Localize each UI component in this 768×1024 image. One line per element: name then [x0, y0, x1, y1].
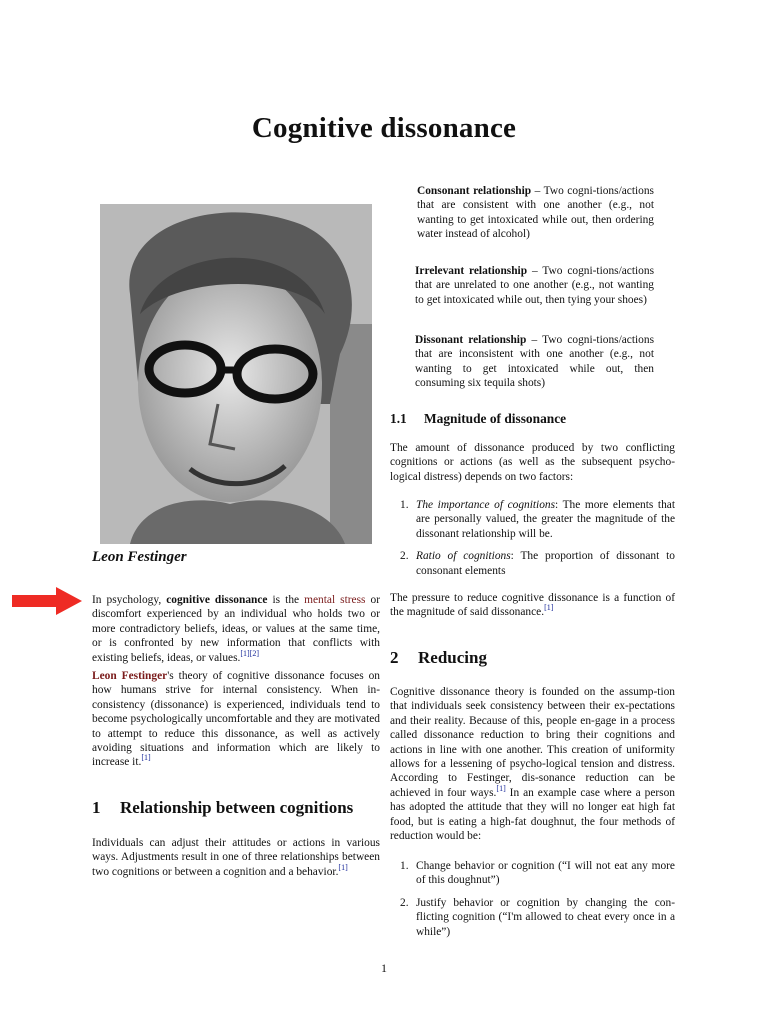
photo-caption: Leon Festinger	[92, 549, 187, 565]
reduction-methods-list	[390, 859, 675, 947]
red-arrow-icon	[12, 587, 82, 615]
subsection-1-1-heading: 1.1 Magnitude of dissonance	[390, 411, 567, 426]
intro-paragraph: In psychology, cognitive dissonance is the mental stress or discomfort experienced by an individual who holds two or more contradictory beliefs, ideas, or values at the same time, or is confronted by new information that conflicts with existing beliefs, ideas, or values.[1][2]	[92, 594, 381, 664]
section-2-heading: 2 Reducing	[390, 648, 487, 667]
subsection-1-1-paragraph: The amount of dissonance produced by two conflicting cognitions or actions (as well as the subsequent psycho-logical distress) depends on two factors:	[390, 442, 675, 483]
link-leon-festinger[interactable]: Leon Festinger	[92, 670, 168, 682]
citation[interactable]: [1]	[141, 753, 151, 763]
citation[interactable]: [1]	[544, 603, 554, 613]
list-item: 2. Justify behavior or cognition by changing the con-flicting cognition (“I'm allowed to cheat every once in a while”)	[400, 896, 675, 938]
citation[interactable]: [1]	[338, 863, 348, 873]
link-mental-stress[interactable]: mental stress	[304, 594, 366, 606]
page-title: Cognitive dissonance	[251, 112, 517, 144]
list-item: 1. The importance of cognitions: The more elements that are personally valued, the greater the magnitude of the dissonant relationship will be.	[400, 499, 675, 540]
section-2-paragraph: Cognitive dissonance theory is founded on the assump-tion that individuals seek consistency between their ex-pectations and their reality. Because of this, people en-gage in a process called dissonance reduction to bring their cognitions and actions in line with one another. This creation of uniformity allows for a lessening of psycho-logical tension and distress. According to Festinger, dis-sonance reduction can be achieved in four ways.[1] In an example case where a person has adopted the attitude that they will no longer eat high fat food, but is eating a high-fat doughnut, the four methods of reduction would be:	[390, 686, 675, 843]
section-1-heading: 1 Relationship between cognitions	[92, 798, 354, 817]
portrait-photo	[100, 204, 372, 544]
magnitude-factors-list	[390, 498, 675, 586]
list-item: 2. Ratio of cognitions: The proportion of dissonant to consonant elements	[400, 550, 675, 577]
citation[interactable]: [1][2]	[240, 648, 260, 658]
definition-irrelevant: Irrelevant relationship – Two cogni-tions/actions that are unrelated to one another (e.g., not wanting to get intoxicated while out, then tying your shoes)	[415, 265, 654, 306]
festinger-paragraph: Leon Festinger's theory of cognitive dissonance focuses on how humans strive for internal consistency. When in-consistency (dissonance) is experienced, individuals tend to become psychologically uncomfortable and they are motivated to attempt to reduce this dissonance, as well as actively avoiding situations and information which are likely to increase it.[1]	[92, 670, 381, 769]
section-1-paragraph: Individuals can adjust their attitudes or actions in various ways. Adjustments result in one of three relationships between two cognitions or between a cognition and a behavior.[1]	[92, 837, 380, 878]
list-item: 1. Change behavior or cognition (“I will not eat any more of this doughnut”)	[400, 860, 675, 887]
pressure-paragraph: The pressure to reduce cognitive dissonance is a function of the magnitude of said dissonance.[1]	[390, 592, 675, 619]
term-cognitive-dissonance: cognitive dissonance	[166, 594, 268, 606]
citation[interactable]: [1]	[496, 784, 506, 794]
definition-dissonant: Dissonant relationship – Two cogni-tions/actions that are inconsistent with one another (e.g., not wanting to get intoxicated while out, then consuming six tequila shots)	[415, 334, 655, 390]
definition-consonant: Consonant relationship – Two cogni-tions/actions that are consistent with one another (e.g., not wanting to get intoxicated while out, then ordering water instead of alcohol)	[417, 185, 654, 241]
page-number: 1	[381, 961, 387, 975]
